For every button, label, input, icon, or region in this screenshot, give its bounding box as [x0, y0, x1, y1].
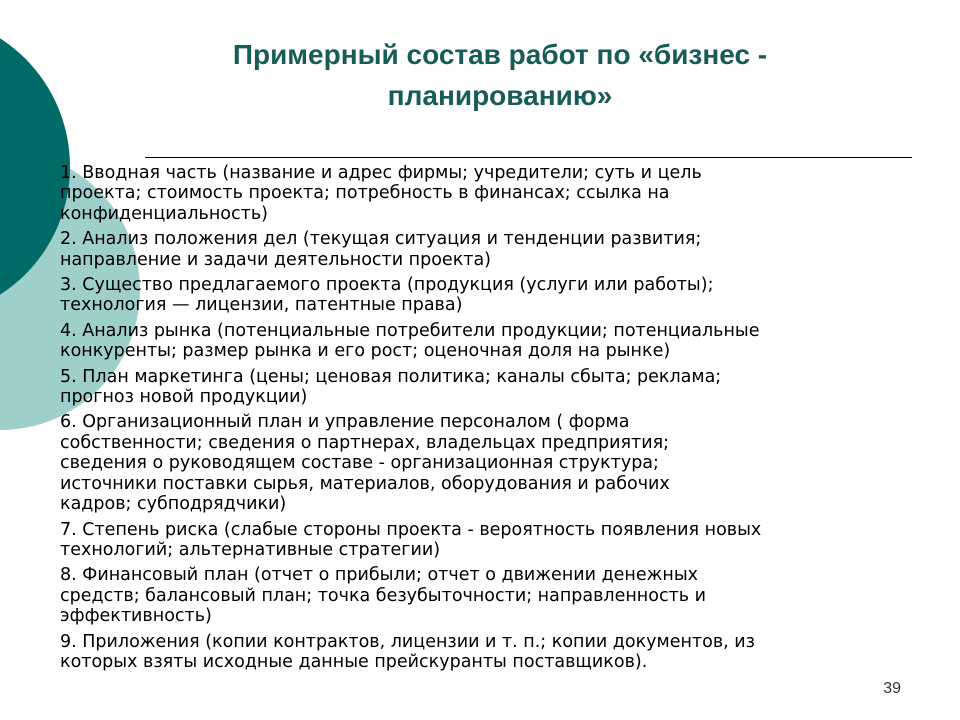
list-item-line: конфиденциальность)	[60, 203, 268, 224]
list-item	[60, 565, 920, 626]
list-item-line: которых взяты исходные данные прейскуранты поставщиков).	[60, 651, 648, 672]
list-item	[60, 163, 920, 224]
list-item-line: эффективность)	[60, 606, 212, 627]
list-item-line: технологий; альтернативные стратегии)	[60, 539, 441, 560]
slide-title-line-1: Примерный состав работ по «бизнес -	[232, 39, 768, 70]
list-item-line: прогноз новой продукции)	[60, 387, 308, 408]
list-item-line: 4. Анализ рынка (потенциальные потребители продукции; потенциальные	[60, 320, 760, 341]
slide-title	[140, 34, 860, 116]
page-number: 39	[883, 680, 901, 697]
list-item	[60, 321, 920, 362]
list-item	[60, 632, 920, 673]
list-item-line: технология — лицензии, патентные права)	[60, 295, 463, 316]
list-item-line: источники поставки сырья, материалов, оборудования и рабочих	[60, 473, 670, 494]
list-item-line: собственности; сведения о партнерах, владельцах предприятия;	[60, 432, 669, 453]
list-item-line: направление и задачи деятельности проекта)	[60, 249, 492, 270]
list-item	[60, 275, 920, 316]
list-item-line: 2. Анализ положения дел (текущая ситуация и тенденции развития;	[60, 229, 702, 250]
list-item-line: проекта; стоимость проекта; потребность в финансах; ссылка на	[60, 183, 670, 204]
list-item-line: 5. План маркетинга (цены; ценовая политика; каналы сбыта; реклама;	[60, 366, 722, 387]
list-item	[60, 229, 920, 270]
list-item-line: сведения о руководящем составе - организационная структура;	[60, 453, 659, 474]
list-item-line: 9. Приложения (копии контрактов, лицензии и т. п.; копии документов, из	[60, 631, 755, 652]
title-divider	[145, 157, 912, 158]
list-item-line: конкуренты; размер рынка и его рост; оценочная доля на рынке)	[60, 341, 671, 362]
slide-title-line-2: планированию»	[387, 80, 613, 111]
list-item-line: средств; балансовый план; точка безубыточности; направленность и	[60, 585, 707, 606]
list-item	[60, 367, 920, 408]
list-item-line: 3. Существо предлагаемого проекта (продукция (услуги или работы);	[60, 275, 714, 296]
list-item-line: 8. Финансовый план (отчет о прибыли; отчет о движении денежных	[60, 565, 699, 586]
list-item	[60, 412, 920, 514]
work-items-list	[60, 163, 920, 677]
list-item-line: 6. Организационный план и управление персоналом ( форма	[60, 412, 630, 433]
list-item	[60, 520, 920, 561]
list-item-line: кадров; субподрядчики)	[60, 494, 287, 515]
list-item-line: 7. Степень риска (слабые стороны проекта - вероятность появления новых	[60, 519, 762, 540]
list-item-line: 1. Вводная часть (название и адрес фирмы; учредители; суть и цель	[60, 163, 702, 183]
